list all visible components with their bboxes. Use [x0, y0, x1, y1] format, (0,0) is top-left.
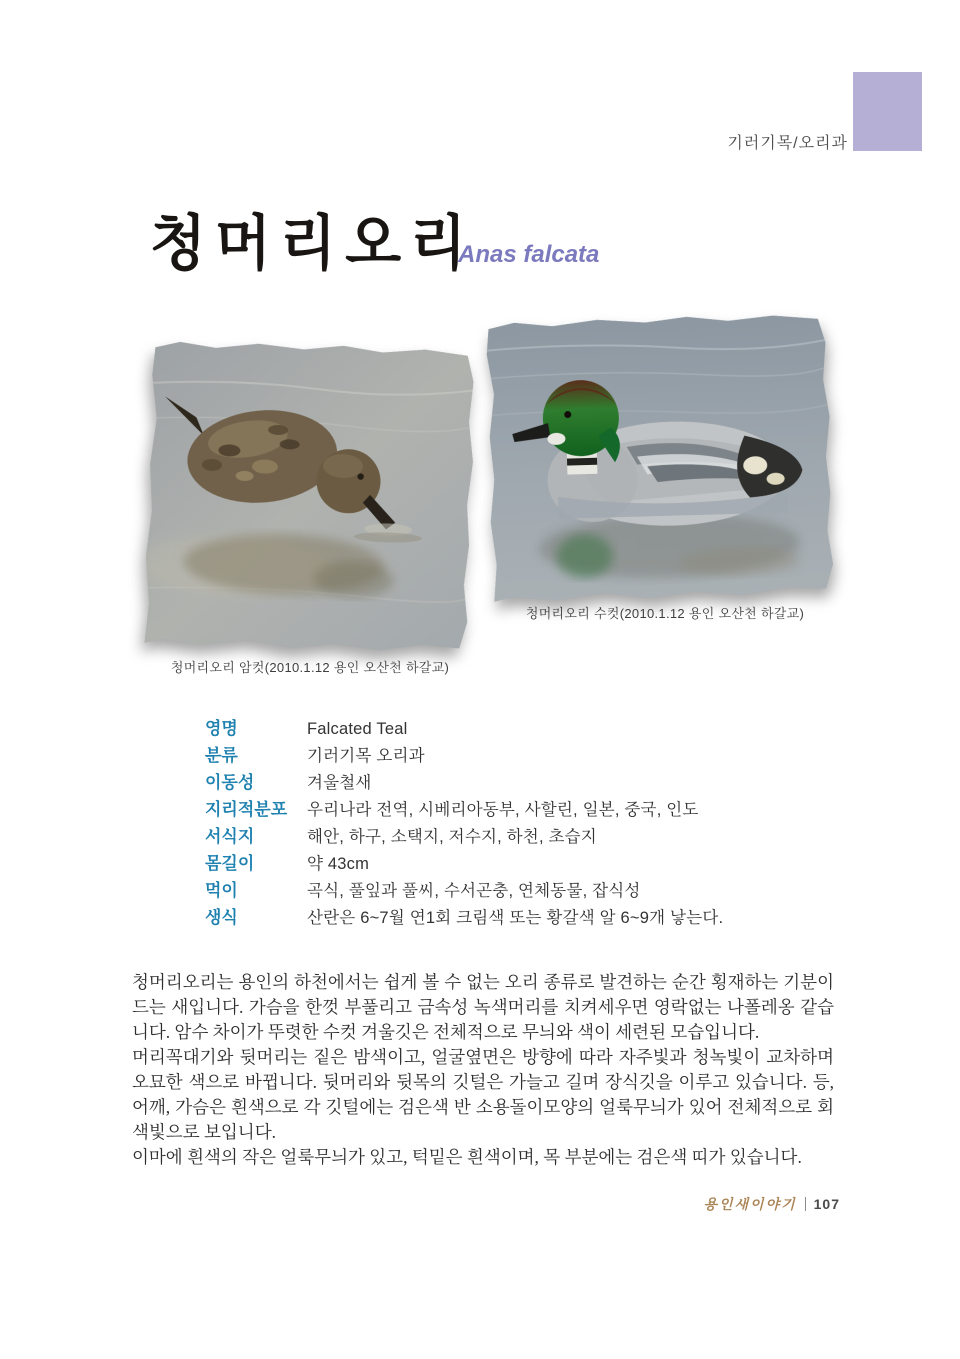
info-value: Falcated Teal — [307, 720, 408, 738]
species-info-table — [205, 714, 825, 930]
info-value: 해안, 하구, 소택지, 저수지, 하천, 초습지 — [307, 828, 597, 846]
species-description — [132, 970, 834, 1170]
photo-caption-female: 청머리오리 암컷(2010.1.12 용인 오산천 하갈교) — [170, 660, 450, 675]
info-row-habitat — [205, 822, 825, 849]
book-title: 용인새이야기 — [703, 1197, 797, 1213]
info-label: 서식지 — [205, 827, 255, 846]
info-label: 몸길이 — [205, 854, 255, 873]
page-footer — [703, 1194, 840, 1214]
info-label: 생식 — [205, 908, 238, 927]
info-value: 겨울철새 — [307, 774, 372, 792]
info-value: 산란은 6~7월 연1회 크림색 또는 황갈색 알 6~9개 낳는다. — [307, 909, 724, 927]
photo-caption-male: 청머리오리 수컷(2010.1.12 용인 오산천 하갈교) — [525, 606, 805, 621]
info-row-classification — [205, 741, 825, 768]
page-number: 107 — [813, 1196, 840, 1212]
info-label: 이동성 — [205, 773, 255, 792]
info-value: 기러기목 오리과 — [307, 747, 425, 765]
description-paragraph: 청머리오리는 용인의 하천에서는 쉽게 볼 수 없는 오리 종류로 발견하는 순간 횡재하는 기분이 드는 새입니다. 가슴을 한껏 부풀리고 금속성 녹색머리를 치켜세우면 영락없는 나폴레옹 같습니다. 암수 차이가 뚜렷한 수컷 겨울깃은 전체적으로 무늬와 색이 세련된 모습입니다. — [132, 972, 834, 1042]
page-title: 청머리오리 — [150, 207, 476, 279]
info-row-migration — [205, 768, 825, 795]
info-label: 지리적분포 — [205, 800, 288, 819]
info-row-distribution — [205, 795, 825, 822]
info-value: 우리나라 전역, 시베리아동부, 사할린, 일본, 중국, 인도 — [307, 801, 699, 819]
description-paragraph: 머리꼭대기와 뒷머리는 짙은 밤색이고, 얼굴옆면은 방향에 따라 자주빛과 청녹빛이 교차하며 오묘한 색으로 바뀝니다. 뒷머리와 뒷목의 깃털은 가늘고 길며 장식깃을 이루고 있습니다. 등, 어깨, 가슴은 흰색으로 각 깃털에는 검은색 반 소용돌이모양의 얼룩무늬가 있어 전체적으로 회색빛으로 보입니다. — [132, 1047, 834, 1142]
info-value: 곡식, 풀잎과 풀씨, 수서곤충, 연체동물, 잡식성 — [307, 882, 641, 900]
male-duck-illustration — [483, 311, 836, 605]
info-label: 분류 — [205, 746, 238, 765]
info-row-body-length — [205, 849, 825, 876]
info-label: 영명 — [205, 719, 238, 738]
torn-photo-edge — [483, 311, 836, 605]
info-row-diet — [205, 876, 825, 903]
info-label: 먹이 — [205, 881, 238, 900]
info-value: 약 43cm — [307, 855, 370, 873]
category-header: 기러기목/오리과 — [727, 135, 848, 152]
photo-female-falcated-teal — [141, 338, 478, 656]
info-row-breeding — [205, 903, 825, 930]
footer-divider — [805, 1197, 806, 1211]
description-paragraph: 이마에 흰색의 작은 얼룩무늬가 있고, 턱밑은 흰색이며, 목 부분에는 검은색 띠가 있습니다. — [132, 1147, 802, 1167]
scientific-name: Anas falcata — [458, 241, 600, 268]
torn-photo-edge — [141, 338, 478, 656]
female-duck-illustration — [141, 338, 478, 656]
info-row-english-name — [205, 714, 825, 741]
photo-male-falcated-teal — [483, 311, 836, 605]
category-color-square — [853, 72, 922, 151]
